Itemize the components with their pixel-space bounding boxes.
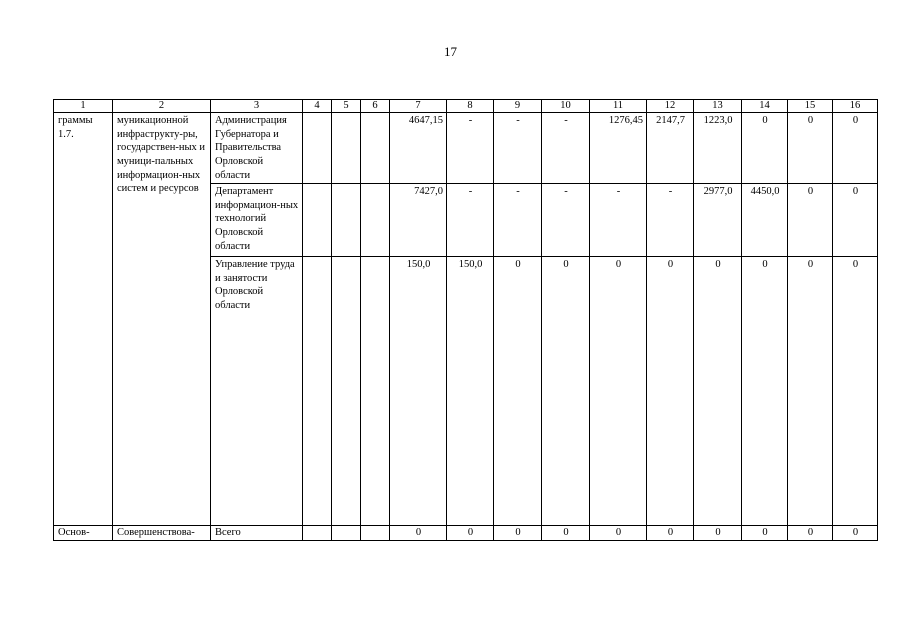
table-cell: 1223,0	[694, 113, 742, 184]
table-cell: 0	[494, 257, 542, 526]
table-cell: 150,0	[390, 257, 447, 526]
table-cell: -	[590, 184, 647, 257]
table-cell: 0	[833, 184, 878, 257]
header-cell: 16	[833, 100, 878, 113]
page-number: 17	[444, 44, 457, 59]
header-cell: 15	[788, 100, 833, 113]
table-cell: 0	[647, 526, 694, 541]
table-cell: 0	[590, 257, 647, 526]
table-cell: 0	[590, 526, 647, 541]
header-cell: 10	[542, 100, 590, 113]
executor-cell: Всего	[211, 526, 303, 541]
table-cell: 0	[788, 184, 833, 257]
executor-cell: Департамент информацион-ных технологий Орловской области	[211, 184, 303, 257]
executor-cell: Управление труда и занятости Орловской области	[211, 257, 303, 526]
table-cell: -	[447, 184, 494, 257]
table-cell: 150,0	[447, 257, 494, 526]
budget-table	[53, 99, 878, 541]
table-cell: 4450,0	[742, 184, 788, 257]
table-cell: -	[542, 113, 590, 184]
table-cell: -	[447, 113, 494, 184]
header-cell: 4	[303, 100, 332, 113]
header-cell: 7	[390, 100, 447, 113]
header-cell: 14	[742, 100, 788, 113]
table-cell: 0	[742, 526, 788, 541]
table-cell: 0	[542, 526, 590, 541]
table-cell: 0	[788, 526, 833, 541]
header-cell: 11	[590, 100, 647, 113]
table-cell: 0	[788, 257, 833, 526]
table-cell: 7427,0	[390, 184, 447, 257]
section-name: Совершенствова-	[113, 526, 211, 541]
table-cell: 2977,0	[694, 184, 742, 257]
table-cell: 0	[390, 526, 447, 541]
header-cell: 1	[54, 100, 113, 113]
program-name: муникационной инфраструкту-ры, государствен-ных и муници-пальных информацион-ных систем и ресурсов	[113, 113, 211, 526]
table-row	[54, 526, 878, 541]
table-cell	[303, 184, 332, 257]
table-cell: 0	[788, 113, 833, 184]
table-cell: 4647,15	[390, 113, 447, 184]
table-cell	[361, 526, 390, 541]
table-cell	[361, 184, 390, 257]
table-cell: 0	[494, 526, 542, 541]
program-code: граммы 1.7.	[54, 113, 113, 526]
header-cell: 8	[447, 100, 494, 113]
header-cell: 9	[494, 100, 542, 113]
table-cell: 0	[447, 526, 494, 541]
table-cell: 0	[647, 257, 694, 526]
table-cell: 0	[742, 113, 788, 184]
header-cell: 6	[361, 100, 390, 113]
header-row	[54, 100, 878, 113]
table-cell	[332, 113, 361, 184]
table-cell: -	[494, 184, 542, 257]
table-cell	[361, 257, 390, 526]
table-cell: -	[494, 113, 542, 184]
table-cell	[332, 526, 361, 541]
table-cell: -	[647, 184, 694, 257]
table-cell: 2147,7	[647, 113, 694, 184]
table-cell	[332, 257, 361, 526]
table-cell: 0	[542, 257, 590, 526]
table-cell: 0	[742, 257, 788, 526]
header-cell: 12	[647, 100, 694, 113]
table-cell: 0	[833, 113, 878, 184]
header-cell: 5	[332, 100, 361, 113]
table-cell	[303, 257, 332, 526]
header-cell: 13	[694, 100, 742, 113]
executor-cell: Администрация Губернатора и Правительства Орловской области	[211, 113, 303, 184]
header-cell: 2	[113, 100, 211, 113]
table-cell	[303, 113, 332, 184]
header-cell: 3	[211, 100, 303, 113]
table-cell: 1276,45	[590, 113, 647, 184]
table-cell: 0	[694, 526, 742, 541]
table-cell: 0	[833, 526, 878, 541]
table-cell	[332, 184, 361, 257]
section-code: Основ-	[54, 526, 113, 541]
table-row	[54, 113, 878, 184]
table-cell: -	[542, 184, 590, 257]
table-cell	[303, 526, 332, 541]
table-cell: 0	[833, 257, 878, 526]
table-cell: 0	[694, 257, 742, 526]
table-cell	[361, 113, 390, 184]
